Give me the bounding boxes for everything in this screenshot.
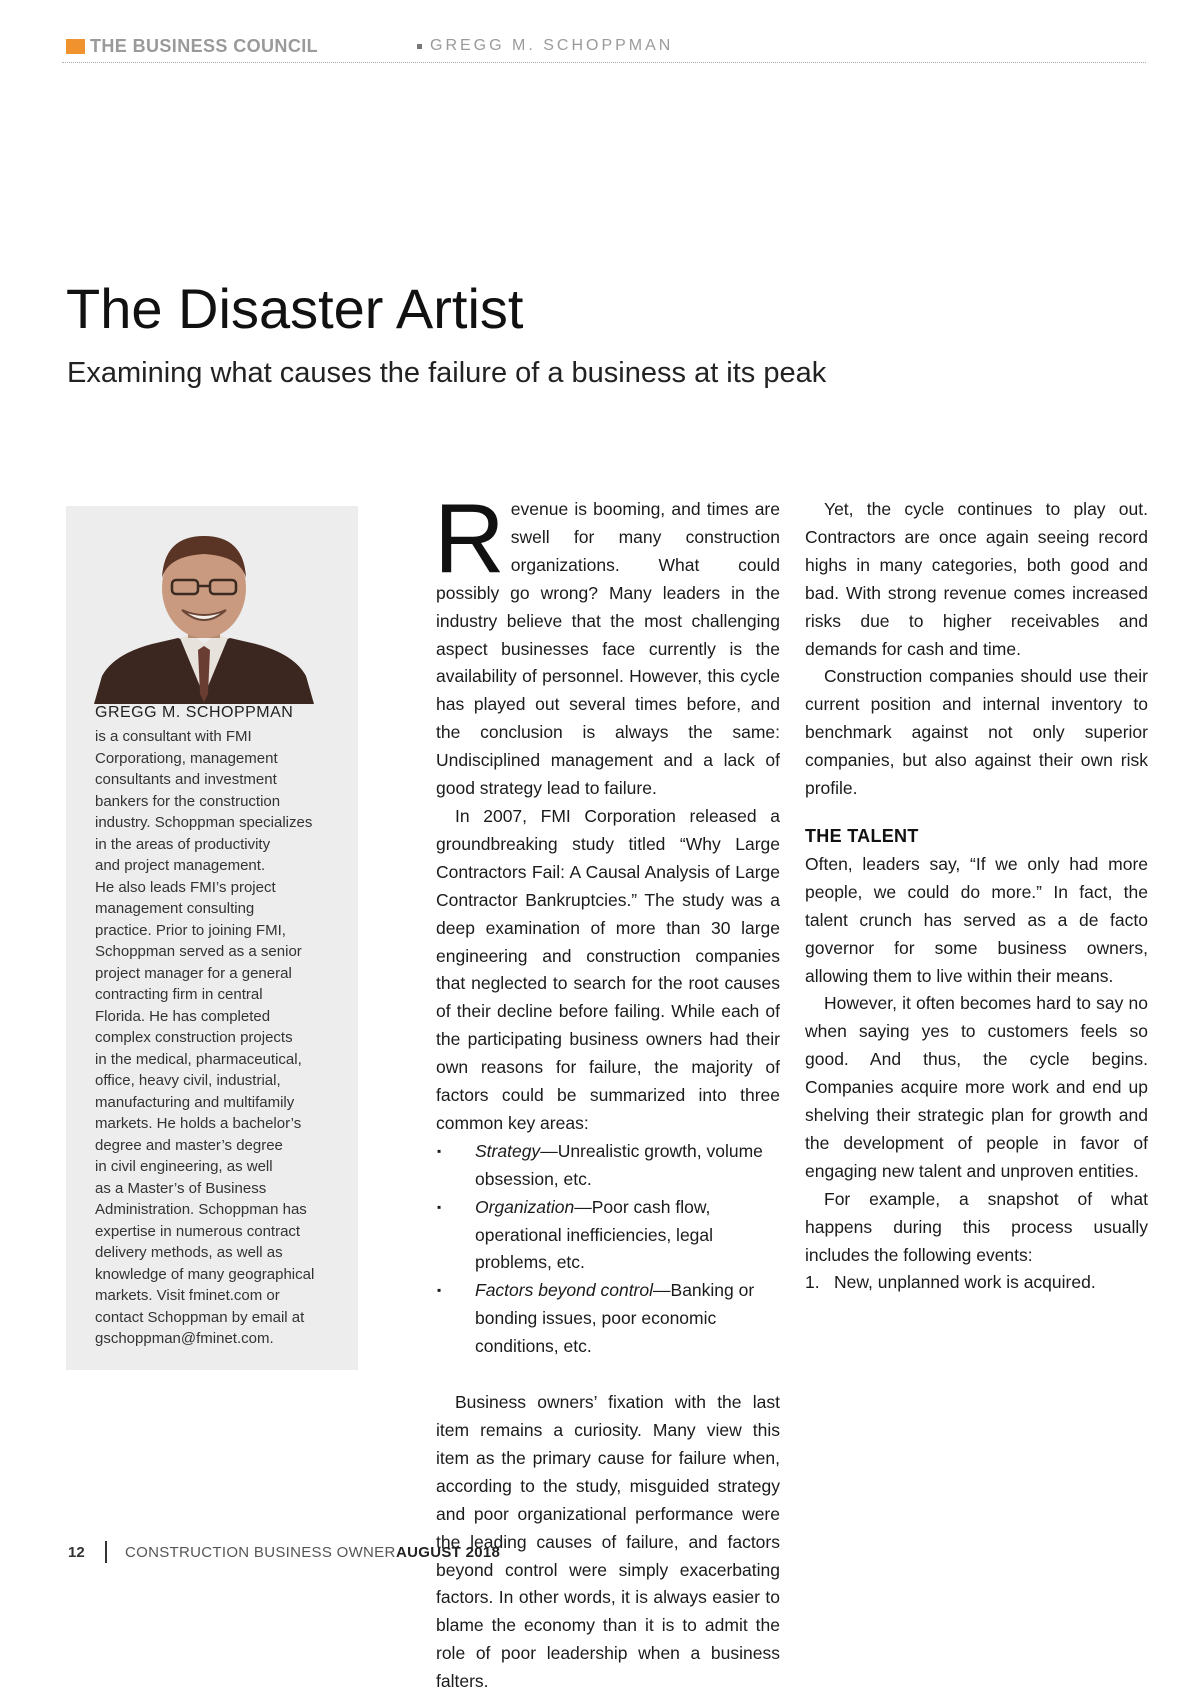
list-item-text: —Banking or bonding issues, poor economic conditions, etc. [475,1280,755,1357]
bio-line: practice. Prior to joining FMI, [95,921,286,939]
bio-line: He also leads FMI’s project [95,878,276,896]
list-item-term: Organization [475,1196,575,1217]
bio-line: manufacturing and multifamily [95,1093,295,1111]
paragraph: In 2007, FMI Corporation released a groundbreaking study titled “Why Large Contractors Fail: A Causal Analysis of Large Contractor Bankruptcies.” The study was a deep examination of more than 30 large engineering and construction companies that neglected to search for the root causes of their decline before failing. While each of the participating business owners had their own reasons for failure, the majority of factors could be summarized into three common key areas: [436,805,780,1133]
bio-line: knowledge of many geographical [95,1265,315,1283]
bio-line: expertise in numerous contract [95,1222,301,1240]
drop-cap: R [434,483,505,593]
section-name: THE BUSINESS COUNCIL [90,36,319,56]
section-heading: THE TALENT [805,825,919,846]
list-item-text: —Unrealistic growth, volume obsession, etc. [475,1140,763,1189]
paragraph-intro [434,483,780,803]
list-item [436,1194,780,1278]
paragraph-text: evenue is booming, and times are swell for many construction organizations. What could possibly go wrong? Many leaders in the industry believe that the most challenging aspect businesses face currently is the availability of personnel. However, this cycle has played out several times before, and the conclusion is always the same: Undisciplined management and a lack of good strategy lead to failure. [436,499,780,799]
key-areas-list [436,1138,780,1361]
bio-text [95,726,345,1350]
spacer [436,1361,780,1389]
header-divider [62,62,1146,63]
header-author: GREGG M. SCHOPPMAN [430,37,674,54]
bio-line: contact Schoppman by email at [95,1308,305,1326]
list-item [436,1138,780,1194]
paragraph: Business owners’ fixation with the last item remains a curiosity. Many view this item as the primary cause for failure when, according to the study, misguided strategy and poor organizational performance were the leading causes of failure, and factors beyond control were simply exacerbating factors. In other words, it is always easier to blame the economy than it is to admit the role of poor leadership when a business falters. [436,1392,780,1692]
article-subtitle: Examining what causes the failure of a business at its peak [67,357,827,389]
bio-line: and project management. [95,857,266,874]
list-item-text: —Poor cash flow, operational inefficiencies, legal problems, etc. [475,1196,714,1273]
bio-line: consultants and investment [95,771,277,788]
paragraph: However, it often becomes hard to say no when saying yes to customers feels so good. And thus, the cycle begins. Companies acquire more work and end up shelving their strategic plan for growth and the development of people in favor of engaging new talent and unproven entities. [805,993,1148,1181]
bio-line: Corporationg, management [95,749,278,767]
bio-line: degree and master’s degree [95,1136,283,1154]
bio-line: Florida. He has completed [95,1007,271,1025]
magazine-name: CONSTRUCTION BUSINESS OWNER [125,1544,396,1561]
list-item-term: Strategy [475,1140,541,1161]
bio-line: as a Master’s of Business [95,1179,267,1197]
bio-line: markets. He holds a bachelor’s [95,1115,302,1132]
paragraph: Construction companies should use their current position and internal inventory to benchmark against not only superior companies, but also against their own risk profile. [805,666,1148,799]
bio-line: industry. Schoppman specializes [95,814,313,831]
paragraph: Yet, the cycle continues to play out. Contractors are once again seeing record highs in many categories, both good and bad. With strong revenue comes increased risks due to higher receivables and demands for cash and time. [805,499,1148,659]
bio-line: gschoppman@fminet.com. [95,1330,274,1347]
issue-date: AUGUST 2018 [396,1544,501,1561]
footer-divider [105,1541,107,1563]
bio-line: Schoppman served as a senior [95,943,302,960]
body-column-2 [805,496,1148,1297]
list-item-term: Factors beyond control [475,1280,654,1301]
bio-line: in civil engineering, as well [95,1158,273,1175]
paragraph: For example, a snapshot of what happens during this process usually includes the following events: [805,1188,1148,1265]
bio-line: is a consultant with FMI [95,728,252,745]
bio-line: office, heavy civil, industrial, [95,1072,281,1089]
spacer [805,803,1148,823]
article-title: The Disaster Artist [66,277,524,340]
body-column-1 [434,483,780,1696]
bio-line: management consulting [95,900,255,917]
bio-line: markets. Visit fminet.com or [95,1287,280,1304]
list-item [805,1269,1148,1297]
bio-line: contracting firm in central [95,986,263,1003]
list-number: 1. [805,1272,820,1293]
running-header [66,36,1146,62]
bio-line: Administration. Schoppman has [95,1201,307,1218]
list-item-text: New, unplanned work is acquired. [834,1272,1096,1293]
author-photo [94,526,314,704]
page-number: 12 [68,1544,85,1561]
bio-author-name: GREGG M. SCHOPPMAN [95,704,294,721]
header-separator [417,44,422,49]
events-list [805,1269,1148,1297]
list-item [436,1277,780,1361]
bio-line: complex construction projects [95,1029,293,1046]
bio-line: in the medical, pharmaceutical, [95,1050,302,1068]
bio-line: in the areas of productivity [95,835,271,853]
bio-line: bankers for the construction [95,792,281,810]
bio-line: delivery methods, as well as [95,1244,283,1261]
bio-line: project manager for a general [95,964,292,982]
paragraph: Often, leaders say, “If we only had more people, we could do more.” In fact, the talent crunch has served as a de facto governor for some business owners, allowing them to live within their means. [805,853,1148,986]
section-marker [66,39,85,54]
author-bio-box [66,506,358,1370]
